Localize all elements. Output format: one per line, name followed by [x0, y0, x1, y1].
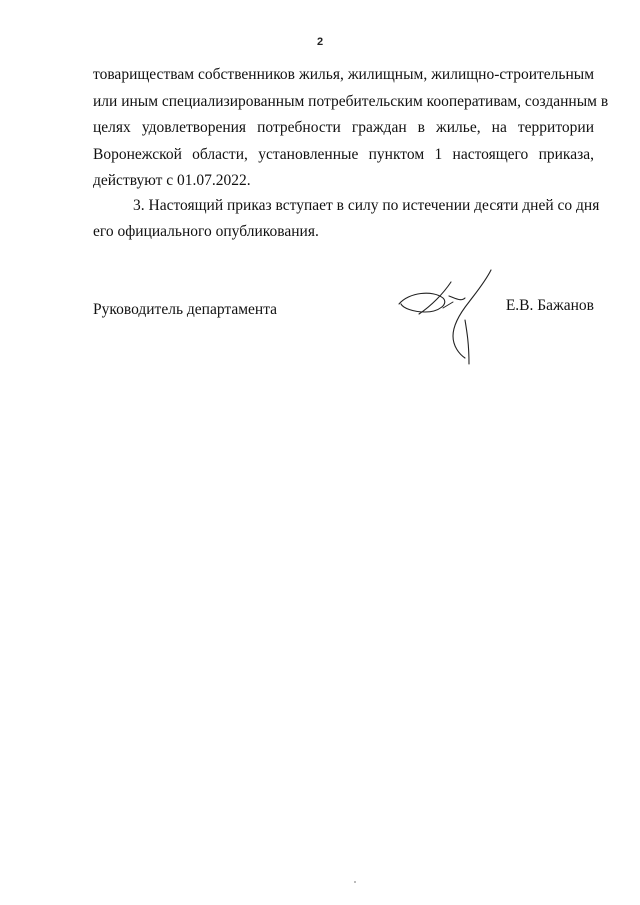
page-number: 2: [316, 36, 324, 48]
paragraph-2-line-1: 3. Настоящий приказ вступает в силу по истечении десяти дней со дня: [133, 197, 600, 214]
scan-speck: [354, 881, 356, 883]
paragraph-1-line-1: товариществам собственников жилья, жилищным, жилищно-строительным: [93, 66, 594, 83]
paragraph-1-line-2: или иным специализированным потребительским кооперативам, созданным в: [93, 93, 609, 110]
signatory-name: Е.В. Бажанов: [505, 297, 594, 314]
paragraph-1-line-5: действуют с 01.07.2022.: [93, 172, 251, 189]
paragraph-2-line-2: его официального опубликования.: [93, 223, 319, 240]
signatory-title: Руководитель департамента: [93, 301, 278, 318]
paragraph-1-line-4: Воронежской области, установленные пунктом 1 настоящего приказа,: [93, 146, 594, 163]
paragraph-1-line-3: целях удовлетворения потребности граждан в жилье, на территории: [93, 119, 594, 136]
handwritten-signature: [395, 268, 505, 368]
